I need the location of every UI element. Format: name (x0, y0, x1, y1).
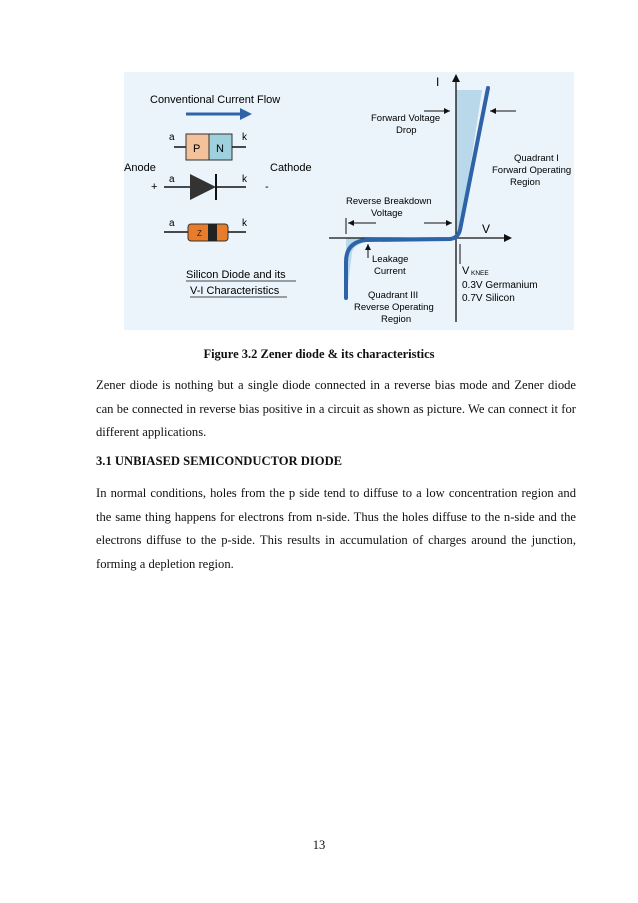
minus-sign: - (265, 181, 269, 193)
n-label: N (216, 143, 224, 155)
i-axis-label: I (436, 75, 440, 89)
zener-band (208, 224, 217, 241)
p-label: P (193, 143, 201, 155)
rev-bd-line2: Voltage (371, 208, 403, 219)
silicon-label: 0.7V Silicon (462, 293, 515, 304)
pn-anode-a-label: a (169, 132, 175, 143)
q1-line3: Region (510, 177, 541, 188)
leak-line1: Leakage (372, 254, 409, 265)
diode-k-label: k (242, 174, 247, 185)
zener-figure-svg (124, 72, 574, 330)
plus-sign: + (151, 181, 158, 193)
vknee-v: V (462, 265, 470, 277)
section-heading: 3.1 UNBIASED SEMICONDUCTOR DIODE (96, 454, 343, 468)
left-caption-line2: V-I Characteristics (190, 285, 280, 297)
q3-line3: Region (381, 314, 412, 325)
germanium-label: 0.3V Germanium (462, 280, 538, 291)
cathode-label: Cathode (270, 162, 312, 174)
paragraph-unbiased: In normal conditions, holes from the p side tend to diffuse to a low concentration region and the same thing happens for electrons from n-side. Thus the holes diffuse to the n-side and the electrons diffuse to the p-side. This results in accumulation of charges around the junction, forming a depletion region. (96, 486, 576, 571)
left-caption-line1: Silicon Diode and its (186, 269, 286, 281)
fwd-drop-line2: Drop (396, 125, 417, 136)
q3-line1: Quadrant III (368, 290, 419, 301)
leak-line2: Current (374, 266, 406, 277)
q3-line2: Reverse Operating (354, 302, 434, 313)
diode-a-label: a (169, 174, 175, 185)
rev-bd-line1: Reverse Breakdown (346, 196, 432, 207)
pn-cathode-k-label: k (242, 132, 247, 143)
figure-caption: Figure 3.2 Zener diode & its characteristics (203, 347, 435, 361)
zener-mark: Z (197, 229, 202, 238)
vknee-sub: KNEE (471, 270, 489, 277)
paragraph-zener-intro: Zener diode is nothing but a single diode connected in a reverse bias mode and Zener diode can be connected in reverse bias positive in a circuit as shown as picture. We can connect it for different applications. (96, 378, 576, 439)
anode-label: Anode (124, 162, 156, 174)
fwd-drop-line1: Forward Voltage (371, 113, 441, 124)
current-flow-label: Conventional Current Flow (150, 94, 281, 106)
page-number: 13 (312, 838, 326, 852)
zener-a-label: a (169, 218, 175, 229)
zener-diode-figure (124, 72, 574, 330)
v-axis-label: V (482, 222, 491, 236)
zener-k-label: k (242, 218, 247, 229)
q1-line2: Forward Operating (492, 165, 572, 176)
q1-line1: Quadrant I (514, 153, 559, 164)
